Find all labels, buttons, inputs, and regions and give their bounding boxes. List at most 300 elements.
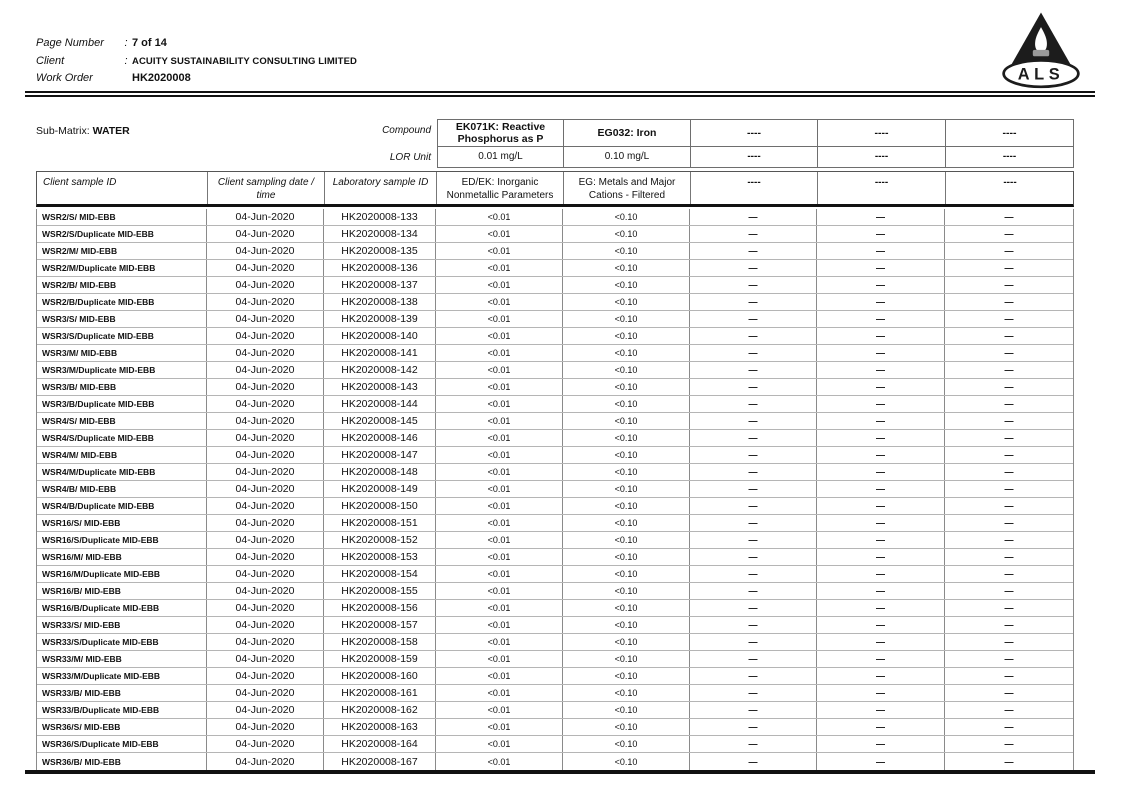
sampling-date-cell: 04-Jun-2020 <box>207 515 324 531</box>
lab-sample-id-cell: HK2020008-157 <box>324 617 436 633</box>
sample-id-cell: WSR4/S/ MID-EBB <box>37 413 207 429</box>
empty-value-cell: — <box>817 328 945 344</box>
lab-sample-id-cell: HK2020008-167 <box>324 753 436 770</box>
footer-rule <box>25 770 1095 774</box>
lab-sample-id-cell: HK2020008-152 <box>324 532 436 548</box>
phosphorus-value-cell: <0.01 <box>436 583 563 599</box>
iron-value-cell: <0.10 <box>563 294 690 310</box>
iron-value-cell: <0.10 <box>563 515 690 531</box>
lab-sample-id-cell: HK2020008-150 <box>324 498 436 514</box>
iron-value-cell: <0.10 <box>563 209 690 225</box>
table-row <box>37 719 1073 736</box>
lab-sample-id-cell: HK2020008-156 <box>324 600 436 616</box>
sub-matrix <box>36 125 130 137</box>
sample-id-cell: WSR2/M/Duplicate MID-EBB <box>37 260 207 276</box>
iron-value-cell: <0.10 <box>563 413 690 429</box>
iron-value-cell: <0.10 <box>563 685 690 701</box>
empty-value-cell: — <box>690 345 817 361</box>
sampling-date-cell: 04-Jun-2020 <box>207 294 324 310</box>
empty-value-cell: — <box>1004 348 1014 358</box>
method-group-cell: ---- <box>1003 177 1017 188</box>
empty-value-cell: — <box>690 464 817 480</box>
iron-value-cell: <0.10 <box>563 719 690 735</box>
iron-value-cell: <0.10 <box>563 566 690 582</box>
sampling-date-cell: 04-Jun-2020 <box>207 345 324 361</box>
sampling-date-cell: 04-Jun-2020 <box>207 617 324 633</box>
empty-value-cell: — <box>1004 212 1014 222</box>
iron-value-cell: <0.10 <box>563 736 690 752</box>
empty-value-cell: — <box>817 702 945 718</box>
empty-value-cell: — <box>817 260 945 276</box>
sample-id-cell: WSR36/S/Duplicate MID-EBB <box>37 736 207 752</box>
empty-value-cell: — <box>817 617 945 633</box>
empty-value-cell: — <box>690 532 817 548</box>
lab-sample-id-cell: HK2020008-148 <box>324 464 436 480</box>
compound-name-cell: EK071K: Reactive Phosphorus as P <box>438 120 564 146</box>
table-row <box>37 396 1073 413</box>
lor-unit-cell: ---- <box>1002 151 1017 162</box>
phosphorus-value-cell: <0.01 <box>436 277 563 293</box>
empty-value-cell: — <box>817 226 945 242</box>
phosphorus-value-cell: <0.01 <box>436 294 563 310</box>
lor-unit-row-label: LOR Unit <box>389 152 431 163</box>
sample-id-cell: WSR16/M/Duplicate MID-EBB <box>37 566 207 582</box>
sampling-date-cell: 04-Jun-2020 <box>207 481 324 497</box>
table-row <box>37 702 1073 719</box>
empty-value-cell: — <box>817 430 945 446</box>
empty-value-cell: — <box>690 719 817 735</box>
lab-sample-id-cell: HK2020008-163 <box>324 719 436 735</box>
compound-row-label: Compound <box>382 125 431 136</box>
table-row <box>37 736 1073 753</box>
sampling-date-cell: 04-Jun-2020 <box>207 464 324 480</box>
iron-value-cell: <0.10 <box>563 532 690 548</box>
empty-value-cell: — <box>690 583 817 599</box>
sample-id-cell: WSR2/S/ MID-EBB <box>37 209 207 225</box>
als-logo <box>995 8 1087 90</box>
empty-value-cell: — <box>1004 722 1014 732</box>
lab-sample-id-cell: HK2020008-138 <box>324 294 436 310</box>
empty-value-cell: — <box>817 753 945 770</box>
phosphorus-value-cell: <0.01 <box>436 651 563 667</box>
table-row <box>37 617 1073 634</box>
sample-id-cell: WSR16/S/ MID-EBB <box>37 515 207 531</box>
table-row <box>37 243 1073 260</box>
empty-value-cell: — <box>1004 229 1014 239</box>
empty-value-cell: — <box>817 379 945 395</box>
lab-sample-id-cell: HK2020008-146 <box>324 430 436 446</box>
iron-value-cell: <0.10 <box>563 379 690 395</box>
client-row <box>36 55 736 73</box>
empty-value-cell: — <box>817 481 945 497</box>
method-group-cell: ED/EK: Inorganic Nonmetallic Parameters <box>437 172 564 204</box>
iron-value-cell: <0.10 <box>563 430 690 446</box>
lab-sample-id-cell: HK2020008-151 <box>324 515 436 531</box>
sample-id-cell: WSR3/B/Duplicate MID-EBB <box>37 396 207 412</box>
empty-value-cell: — <box>690 651 817 667</box>
results-table <box>36 119 1074 768</box>
iron-value-cell: <0.10 <box>563 583 690 599</box>
table-row <box>37 532 1073 549</box>
empty-value-cell: — <box>690 413 817 429</box>
empty-value-cell: — <box>690 481 817 497</box>
empty-value-cell: — <box>690 294 817 310</box>
iron-value-cell: <0.10 <box>563 668 690 684</box>
client-value: ACUITY SUSTAINABILITY CONSULTING LIMITED <box>132 55 357 67</box>
sampling-date-cell: 04-Jun-2020 <box>207 600 324 616</box>
sampling-date-cell: 04-Jun-2020 <box>207 532 324 548</box>
sampling-date-cell: 04-Jun-2020 <box>207 753 324 770</box>
sampling-date-cell: 04-Jun-2020 <box>207 311 324 327</box>
empty-value-cell: — <box>817 719 945 735</box>
iron-value-cell: <0.10 <box>563 277 690 293</box>
sampling-date-cell: 04-Jun-2020 <box>207 566 324 582</box>
sampling-date-cell: 04-Jun-2020 <box>207 226 324 242</box>
empty-value-cell: — <box>690 362 817 378</box>
empty-value-cell: — <box>817 651 945 667</box>
empty-value-cell: — <box>690 396 817 412</box>
lab-sample-id-cell: HK2020008-153 <box>324 549 436 565</box>
sampling-date-cell: 04-Jun-2020 <box>207 685 324 701</box>
empty-value-cell: — <box>817 311 945 327</box>
empty-value-cell: — <box>1004 399 1014 409</box>
table-row <box>37 566 1073 583</box>
empty-value-cell: — <box>817 532 945 548</box>
iron-value-cell: <0.10 <box>563 260 690 276</box>
phosphorus-value-cell: <0.01 <box>436 311 563 327</box>
lor-unit-cell: ---- <box>691 147 818 167</box>
compound-name-cell: ---- <box>1002 127 1017 139</box>
sampling-date-cell: 04-Jun-2020 <box>207 634 324 650</box>
lab-sample-id-cell: HK2020008-164 <box>324 736 436 752</box>
iron-value-cell: <0.10 <box>563 549 690 565</box>
iron-value-cell: <0.10 <box>563 362 690 378</box>
empty-value-cell: — <box>690 260 817 276</box>
work-order-value: HK2020008 <box>132 72 191 84</box>
table-row <box>37 277 1073 294</box>
table-row <box>37 209 1073 226</box>
sample-id-cell: WSR3/M/Duplicate MID-EBB <box>37 362 207 378</box>
empty-value-cell: — <box>1004 416 1014 426</box>
empty-value-cell: — <box>690 600 817 616</box>
empty-value-cell: — <box>690 311 817 327</box>
lab-sample-id-cell: HK2020008-140 <box>324 328 436 344</box>
phosphorus-value-cell: <0.01 <box>436 464 563 480</box>
sampling-date-cell: 04-Jun-2020 <box>207 719 324 735</box>
work-order-label: Work Order <box>36 72 93 84</box>
lab-sample-id-cell: HK2020008-144 <box>324 396 436 412</box>
iron-value-cell: <0.10 <box>563 634 690 650</box>
separator: : <box>124 37 128 49</box>
sampling-date-cell: 04-Jun-2020 <box>207 583 324 599</box>
empty-value-cell: — <box>817 345 945 361</box>
sample-id-cell: WSR4/M/Duplicate MID-EBB <box>37 464 207 480</box>
phosphorus-value-cell: <0.01 <box>436 447 563 463</box>
lor-units-row <box>438 147 1073 167</box>
empty-value-cell: — <box>1004 280 1014 290</box>
iron-value-cell: <0.10 <box>563 328 690 344</box>
empty-value-cell: — <box>690 702 817 718</box>
table-row <box>37 651 1073 668</box>
lab-sample-id-cell: HK2020008-160 <box>324 668 436 684</box>
empty-value-cell: — <box>1004 671 1014 681</box>
compound-name-cell: EG032: Iron <box>564 120 691 146</box>
table-row <box>37 226 1073 243</box>
lor-unit-cell: ---- <box>818 147 946 167</box>
empty-value-cell: — <box>817 668 945 684</box>
empty-value-cell: — <box>690 277 817 293</box>
empty-value-cell: — <box>690 753 817 770</box>
compound-band <box>36 119 1074 168</box>
sample-id-cell: WSR36/S/ MID-EBB <box>37 719 207 735</box>
phosphorus-value-cell: <0.01 <box>436 753 563 770</box>
page-number-label: Page Number <box>36 37 104 49</box>
lab-sample-id-cell: HK2020008-147 <box>324 447 436 463</box>
phosphorus-value-cell: <0.01 <box>436 702 563 718</box>
separator: : <box>124 54 128 67</box>
lab-sample-id-cell: HK2020008-141 <box>324 345 436 361</box>
empty-value-cell: — <box>690 515 817 531</box>
table-body <box>36 209 1074 770</box>
als-logo-text: ALS <box>1017 65 1065 84</box>
empty-value-cell: — <box>1004 246 1014 256</box>
sampling-date-cell: 04-Jun-2020 <box>207 379 324 395</box>
sample-id-cell: WSR4/B/Duplicate MID-EBB <box>37 498 207 514</box>
sampling-date-cell: 04-Jun-2020 <box>207 260 324 276</box>
compound-names-row <box>438 120 1073 147</box>
empty-value-cell: — <box>690 226 817 242</box>
sampling-date-cell: 04-Jun-2020 <box>207 447 324 463</box>
table-row <box>37 362 1073 379</box>
table-row <box>37 413 1073 430</box>
empty-value-cell: — <box>690 430 817 446</box>
header-divider-rule <box>25 91 1095 97</box>
sample-id-cell: WSR16/B/ MID-EBB <box>37 583 207 599</box>
sample-id-cell: WSR16/M/ MID-EBB <box>37 549 207 565</box>
iron-value-cell: <0.10 <box>563 447 690 463</box>
iron-value-cell: <0.10 <box>563 464 690 480</box>
sampling-date-cell: 04-Jun-2020 <box>207 328 324 344</box>
phosphorus-value-cell: <0.01 <box>436 430 563 446</box>
phosphorus-value-cell: <0.01 <box>436 379 563 395</box>
sample-id-cell: WSR4/S/Duplicate MID-EBB <box>37 430 207 446</box>
empty-value-cell: — <box>1004 637 1014 647</box>
lab-sample-id-cell: HK2020008-133 <box>324 209 436 225</box>
sample-id-cell: WSR36/B/ MID-EBB <box>37 753 207 770</box>
empty-value-cell: — <box>1004 263 1014 273</box>
client-sample-id-header: Client sample ID <box>37 172 208 204</box>
empty-value-cell: — <box>817 464 945 480</box>
phosphorus-value-cell: <0.01 <box>436 413 563 429</box>
empty-value-cell: — <box>817 515 945 531</box>
empty-value-cell: — <box>1004 620 1014 630</box>
lab-sample-id-cell: HK2020008-159 <box>324 651 436 667</box>
sampling-date-cell: 04-Jun-2020 <box>207 413 324 429</box>
lab-sample-id-cell: HK2020008-134 <box>324 226 436 242</box>
empty-value-cell: — <box>690 498 817 514</box>
phosphorus-value-cell: <0.01 <box>436 226 563 242</box>
empty-value-cell: — <box>817 685 945 701</box>
empty-value-cell: — <box>817 362 945 378</box>
page-number-row <box>36 37 736 55</box>
table-row <box>37 515 1073 532</box>
empty-value-cell: — <box>1004 518 1014 528</box>
sample-id-cell: WSR33/M/Duplicate MID-EBB <box>37 668 207 684</box>
phosphorus-value-cell: <0.01 <box>436 736 563 752</box>
sampling-date-cell: 04-Jun-2020 <box>207 362 324 378</box>
sample-id-cell: WSR3/S/Duplicate MID-EBB <box>37 328 207 344</box>
empty-value-cell: — <box>1004 297 1014 307</box>
empty-value-cell: — <box>690 209 817 225</box>
iron-value-cell: <0.10 <box>563 651 690 667</box>
phosphorus-value-cell: <0.01 <box>436 532 563 548</box>
sub-matrix-value: WATER <box>92 125 130 137</box>
empty-value-cell: — <box>690 549 817 565</box>
empty-value-cell: — <box>1004 688 1014 698</box>
phosphorus-value-cell: <0.01 <box>436 668 563 684</box>
sample-id-cell: WSR33/S/Duplicate MID-EBB <box>37 634 207 650</box>
empty-value-cell: — <box>1004 450 1014 460</box>
phosphorus-value-cell: <0.01 <box>436 328 563 344</box>
phosphorus-value-cell: <0.01 <box>436 396 563 412</box>
empty-value-cell: — <box>817 736 945 752</box>
empty-value-cell: — <box>817 294 945 310</box>
empty-value-cell: — <box>1004 382 1014 392</box>
phosphorus-value-cell: <0.01 <box>436 498 563 514</box>
empty-value-cell: — <box>1004 739 1014 749</box>
empty-value-cell: — <box>1004 586 1014 596</box>
sample-id-cell: WSR4/M/ MID-EBB <box>37 447 207 463</box>
sampling-date-cell: 04-Jun-2020 <box>207 651 324 667</box>
iron-value-cell: <0.10 <box>563 311 690 327</box>
iron-value-cell: <0.10 <box>563 243 690 259</box>
phosphorus-value-cell: <0.01 <box>436 260 563 276</box>
empty-value-cell: — <box>1004 569 1014 579</box>
lor-unit-cell: 0.10 mg/L <box>564 147 691 167</box>
phosphorus-value-cell: <0.01 <box>436 634 563 650</box>
empty-value-cell: — <box>817 634 945 650</box>
empty-value-cell: — <box>690 617 817 633</box>
sample-id-cell: WSR33/B/Duplicate MID-EBB <box>37 702 207 718</box>
sampling-date-cell: 04-Jun-2020 <box>207 277 324 293</box>
phosphorus-value-cell: <0.01 <box>436 345 563 361</box>
table-row <box>37 430 1073 447</box>
iron-value-cell: <0.10 <box>563 345 690 361</box>
lab-sample-id-cell: HK2020008-155 <box>324 583 436 599</box>
method-group-cell: EG: Metals and Major Cations - Filtered <box>564 172 691 204</box>
sampling-date-cell: 04-Jun-2020 <box>207 736 324 752</box>
empty-value-cell: — <box>690 634 817 650</box>
empty-value-cell: — <box>1004 756 1014 767</box>
empty-value-cell: — <box>690 668 817 684</box>
table-row <box>37 379 1073 396</box>
page-number-value: 7 of 14 <box>132 37 167 49</box>
lab-sample-id-cell: HK2020008-149 <box>324 481 436 497</box>
table-row <box>37 668 1073 685</box>
sampling-date-header: Client sampling date / time <box>208 172 325 204</box>
table-row <box>37 260 1073 277</box>
sampling-date-cell: 04-Jun-2020 <box>207 702 324 718</box>
column-header-row <box>36 171 1074 207</box>
phosphorus-value-cell: <0.01 <box>436 243 563 259</box>
lab-sample-id-cell: HK2020008-137 <box>324 277 436 293</box>
empty-value-cell: — <box>817 447 945 463</box>
phosphorus-value-cell: <0.01 <box>436 362 563 378</box>
lab-sample-id-cell: HK2020008-154 <box>324 566 436 582</box>
work-order-row <box>36 72 736 90</box>
sampling-date-cell: 04-Jun-2020 <box>207 430 324 446</box>
table-row <box>37 328 1073 345</box>
table-row <box>37 685 1073 702</box>
lab-sample-id-cell: HK2020008-135 <box>324 243 436 259</box>
sample-id-cell: WSR2/B/ MID-EBB <box>37 277 207 293</box>
sample-id-cell: WSR3/M/ MID-EBB <box>37 345 207 361</box>
phosphorus-value-cell: <0.01 <box>436 719 563 735</box>
empty-value-cell: — <box>690 243 817 259</box>
sample-id-cell: WSR33/M/ MID-EBB <box>37 651 207 667</box>
empty-value-cell: — <box>1004 705 1014 715</box>
sample-id-cell: WSR2/M/ MID-EBB <box>37 243 207 259</box>
sample-id-cell: WSR4/B/ MID-EBB <box>37 481 207 497</box>
empty-value-cell: — <box>1004 365 1014 375</box>
iron-value-cell: <0.10 <box>563 498 690 514</box>
sample-id-cell: WSR2/S/Duplicate MID-EBB <box>37 226 207 242</box>
table-row <box>37 753 1073 770</box>
lab-sample-id-cell: HK2020008-161 <box>324 685 436 701</box>
sample-id-cell: WSR16/S/Duplicate MID-EBB <box>37 532 207 548</box>
table-row <box>37 294 1073 311</box>
empty-value-cell: — <box>817 600 945 616</box>
empty-value-cell: — <box>690 566 817 582</box>
sample-id-cell: WSR33/B/ MID-EBB <box>37 685 207 701</box>
empty-value-cell: — <box>817 549 945 565</box>
iron-value-cell: <0.10 <box>563 617 690 633</box>
phosphorus-value-cell: <0.01 <box>436 515 563 531</box>
lab-sample-id-cell: HK2020008-145 <box>324 413 436 429</box>
empty-value-cell: — <box>690 328 817 344</box>
sampling-date-cell: 04-Jun-2020 <box>207 209 324 225</box>
lab-sample-id-cell: HK2020008-143 <box>324 379 436 395</box>
table-row <box>37 447 1073 464</box>
sampling-date-cell: 04-Jun-2020 <box>207 396 324 412</box>
table-row <box>37 311 1073 328</box>
empty-value-cell: — <box>1004 654 1014 664</box>
lab-sample-id-cell: HK2020008-136 <box>324 260 436 276</box>
sample-id-cell: WSR3/B/ MID-EBB <box>37 379 207 395</box>
empty-value-cell: — <box>817 243 945 259</box>
iron-value-cell: <0.10 <box>563 753 690 770</box>
iron-value-cell: <0.10 <box>563 481 690 497</box>
sample-id-cell: WSR16/B/Duplicate MID-EBB <box>37 600 207 616</box>
empty-value-cell: — <box>1004 552 1014 562</box>
empty-value-cell: — <box>1004 484 1014 494</box>
empty-value-cell: — <box>690 379 817 395</box>
empty-value-cell: — <box>1004 603 1014 613</box>
empty-value-cell: — <box>817 396 945 412</box>
empty-value-cell: — <box>817 209 945 225</box>
empty-value-cell: — <box>817 498 945 514</box>
sampling-date-cell: 04-Jun-2020 <box>207 549 324 565</box>
phosphorus-value-cell: <0.01 <box>436 685 563 701</box>
phosphorus-value-cell: <0.01 <box>436 566 563 582</box>
table-row <box>37 600 1073 617</box>
iron-value-cell: <0.10 <box>563 226 690 242</box>
sample-id-cell: WSR33/S/ MID-EBB <box>37 617 207 633</box>
report-header <box>36 37 736 90</box>
als-logo-icon <box>995 8 1087 90</box>
band-left-zone <box>36 119 437 168</box>
phosphorus-value-cell: <0.01 <box>436 549 563 565</box>
